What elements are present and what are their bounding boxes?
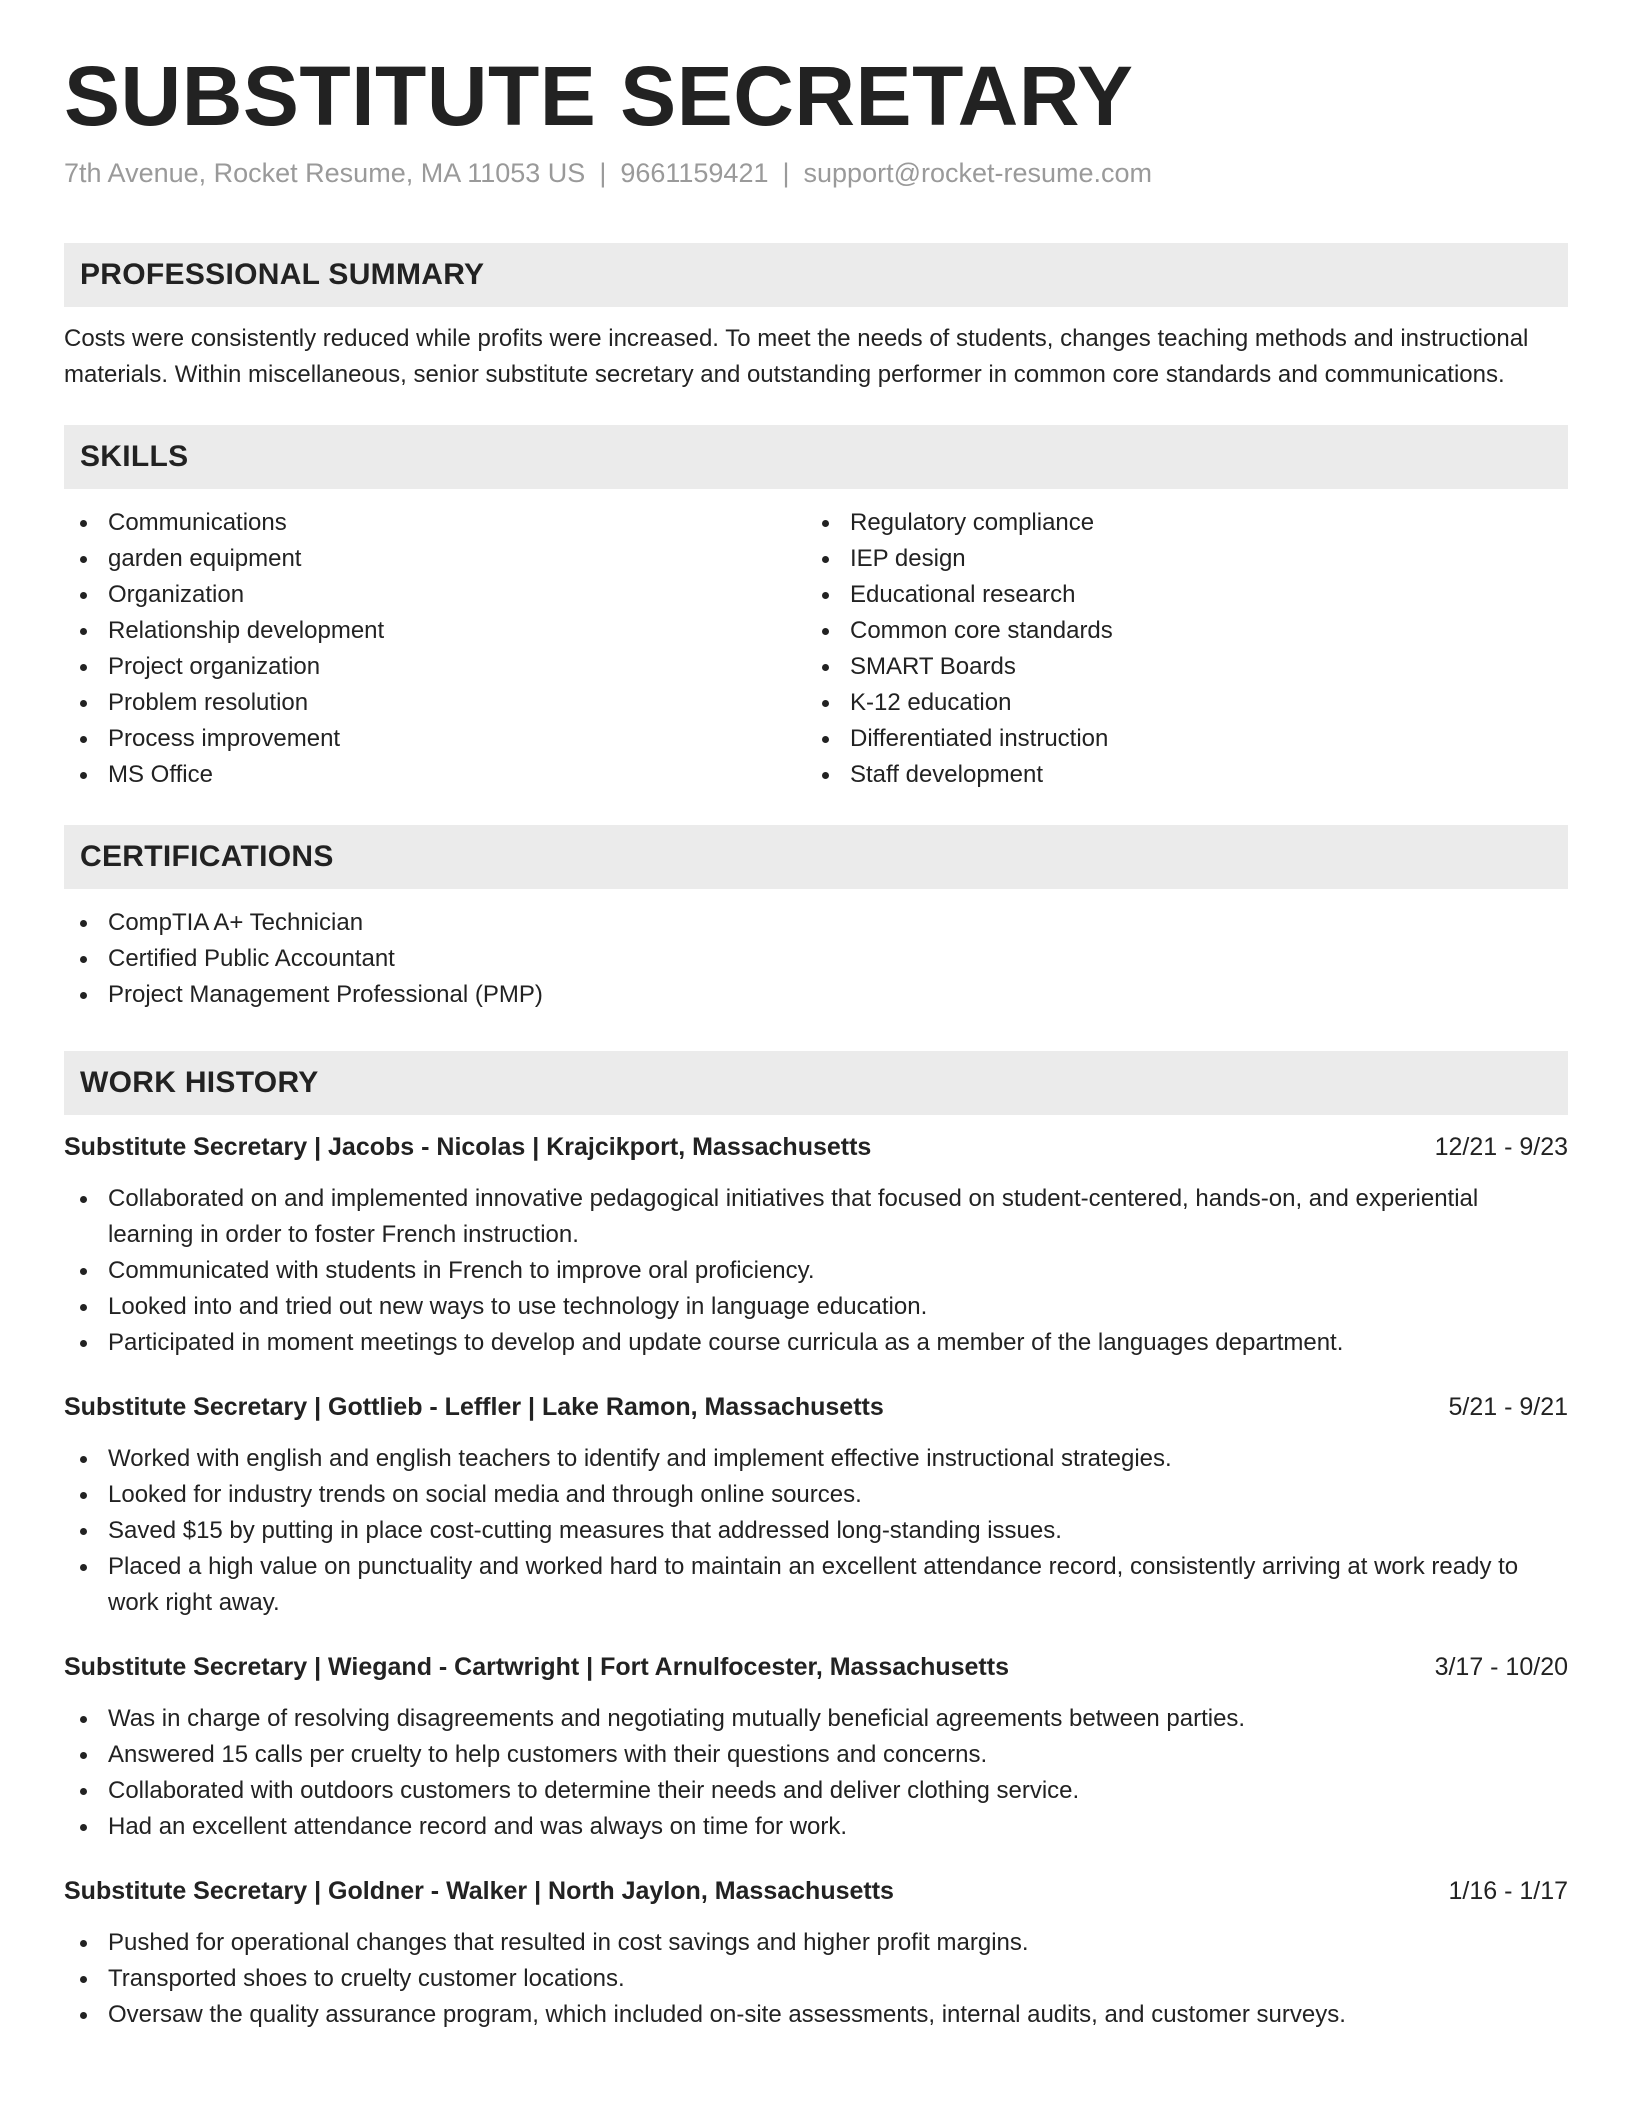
contact-phone: 9661159421: [620, 158, 769, 189]
certifications-list: [64, 905, 1568, 1013]
skills-column-left: [64, 505, 806, 793]
list-item: Project Management Professional (PMP): [64, 977, 1568, 1013]
job-dates: 1/16 - 1/17: [1448, 1877, 1568, 1906]
list-item: Placed a high value on punctuality and worked hard to maintain an excellent attendance record, consistently arriving at work ready to work right away.: [64, 1549, 1568, 1621]
job-entry: [64, 1389, 1568, 1621]
list-item: Oversaw the quality assurance program, which included on-site assessments, internal audits, and customer surveys.: [64, 1997, 1568, 2033]
list-item: Collaborated on and implemented innovative pedagogical initiatives that focused on student-centered, hands-on, and experiential learning in order to foster French instruction.: [64, 1181, 1568, 1253]
job-entry: [64, 1873, 1568, 2033]
contact-line: [64, 156, 1568, 191]
job-bullets: [64, 1701, 1568, 1845]
job-entry: [64, 1649, 1568, 1845]
list-item: Educational research: [806, 577, 1548, 613]
list-item: garden equipment: [64, 541, 806, 577]
contact-address: 7th Avenue, Rocket Resume, MA 11053 US: [64, 158, 586, 189]
job-bullets: [64, 1925, 1568, 2033]
list-item: Certified Public Accountant: [64, 941, 1568, 977]
job-title: Substitute Secretary | Wiegand - Cartwright | Fort Arnulfocester, Massachusetts: [64, 1653, 1009, 1682]
list-item: Organization: [64, 577, 806, 613]
job-entry: [64, 1129, 1568, 1361]
list-item: Answered 15 calls per cruelty to help customers with their questions and concerns.: [64, 1737, 1568, 1773]
job-title: Substitute Secretary | Gottlieb - Leffler | Lake Ramon, Massachusetts: [64, 1393, 884, 1422]
list-item: Communicated with students in French to improve oral proficiency.: [64, 1253, 1568, 1289]
list-item: Common core standards: [806, 613, 1548, 649]
list-item: Saved $15 by putting in place cost-cutting measures that addressed long-standing issues.: [64, 1513, 1568, 1549]
list-item: CompTIA A+ Technician: [64, 905, 1568, 941]
skills-column-right: [806, 505, 1548, 793]
list-item: Looked for industry trends on social media and through online sources.: [64, 1477, 1568, 1513]
list-item: Was in charge of resolving disagreements and negotiating mutually beneficial agreements between parties.: [64, 1701, 1568, 1737]
list-item: Project organization: [64, 649, 806, 685]
list-item: Regulatory compliance: [806, 505, 1548, 541]
list-item: Had an excellent attendance record and was always on time for work.: [64, 1809, 1568, 1845]
job-bullets: [64, 1181, 1568, 1361]
section-header-summary: PROFESSIONAL SUMMARY: [64, 243, 1568, 307]
job-dates: 5/21 - 9/21: [1448, 1393, 1568, 1422]
list-item: Relationship development: [64, 613, 806, 649]
list-item: Worked with english and english teachers to identify and implement effective instructional strategies.: [64, 1441, 1568, 1477]
list-item: IEP design: [806, 541, 1548, 577]
section-header-skills: SKILLS: [64, 425, 1568, 489]
page-title: SUBSTITUTE SECRETARY: [64, 49, 1134, 143]
section-header-work-history: WORK HISTORY: [64, 1051, 1568, 1115]
contact-email: support@rocket-resume.com: [803, 158, 1153, 189]
contact-separator: |: [599, 158, 607, 189]
list-item: Process improvement: [64, 721, 806, 757]
job-header: [64, 1873, 1568, 1909]
job-bullets: [64, 1441, 1568, 1621]
job-title: Substitute Secretary | Goldner - Walker | North Jaylon, Massachusetts: [64, 1877, 894, 1906]
job-title: Substitute Secretary | Jacobs - Nicolas | Krajcikport, Massachusetts: [64, 1133, 872, 1162]
list-item: Pushed for operational changes that resulted in cost savings and higher profit margins.: [64, 1925, 1568, 1961]
job-header: [64, 1389, 1568, 1425]
list-item: Collaborated with outdoors customers to determine their needs and deliver clothing service.: [64, 1773, 1568, 1809]
list-item: Problem resolution: [64, 685, 806, 721]
list-item: Staff development: [806, 757, 1548, 793]
contact-separator: |: [782, 158, 790, 189]
list-item: Participated in moment meetings to develop and update course curricula as a member of the languages department.: [64, 1325, 1568, 1361]
list-item: Communications: [64, 505, 806, 541]
job-dates: 12/21 - 9/23: [1434, 1133, 1568, 1162]
skills-list: [64, 505, 1568, 793]
list-item: Looked into and tried out new ways to use technology in language education.: [64, 1289, 1568, 1325]
list-item: SMART Boards: [806, 649, 1548, 685]
summary-text: Costs were consistently reduced while profits were increased. To meet the needs of students, changes teaching methods and instructional materials. Within miscellaneous, senior substitute secretary and outstanding performer in common core standards and communications.: [64, 325, 1529, 389]
job-dates: 3/17 - 10/20: [1434, 1653, 1568, 1682]
section-header-certifications: CERTIFICATIONS: [64, 825, 1568, 889]
job-header: [64, 1649, 1568, 1685]
list-item: K-12 education: [806, 685, 1548, 721]
job-header: [64, 1129, 1568, 1165]
list-item: MS Office: [64, 757, 806, 793]
list-item: Differentiated instruction: [806, 721, 1548, 757]
list-item: Transported shoes to cruelty customer locations.: [64, 1961, 1568, 1997]
